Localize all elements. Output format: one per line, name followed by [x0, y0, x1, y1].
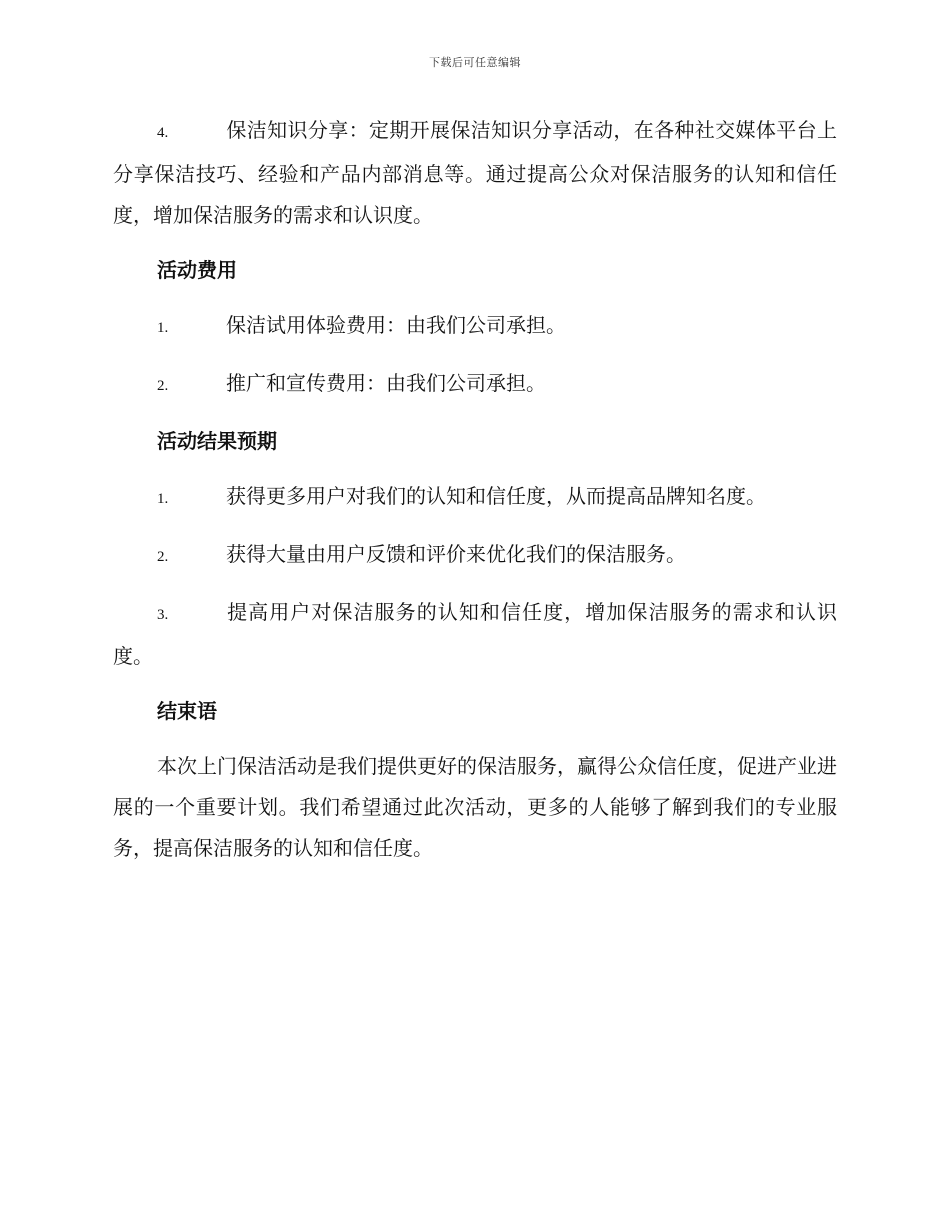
- list-number: 1.: [157, 491, 169, 507]
- list-number: 2.: [157, 378, 169, 394]
- list-item-text: 推广和宣传费用：由我们公司承担。: [226, 371, 546, 395]
- list-item: [113, 534, 837, 578]
- list-number: 1.: [157, 320, 169, 336]
- list-item-text: 获得大量由用户反馈和评价来优化我们的保洁服务。: [226, 542, 686, 566]
- list-number: 3.: [157, 607, 169, 623]
- list-item: [113, 476, 837, 520]
- list-item-text: 保洁试用体验费用：由我们公司承担。: [226, 313, 566, 337]
- section-heading-results: 活动结果预期: [157, 429, 277, 453]
- list-number: 4.: [157, 125, 169, 141]
- list-number: 2.: [157, 549, 169, 565]
- conclusion-paragraph: 本次上门保洁活动是我们提供更好的保洁服务，赢得公众信任度，促进产业进展的一个重要计划。我们希望通过此次活动，更多的人能够了解到我们的专业服务，提高保洁服务的认知和信任度。: [113, 754, 837, 860]
- list-item-knowledge-sharing: [113, 110, 837, 236]
- list-item: [113, 305, 837, 349]
- list-item-text: 保洁知识分享：定期开展保洁知识分享活动，在各种社交媒体平台上分享保洁技巧、经验和产品内部消息等。通过提高公众对保洁服务的认知和信任度，增加保洁服务的需求和认识度。: [113, 118, 837, 227]
- list-item-text: 提高用户对保洁服务的认知和信任度，增加保洁服务的需求和认识度。: [113, 600, 837, 668]
- section-heading-conclusion: 结束语: [157, 699, 217, 723]
- list-item-text: 获得更多用户对我们的认知和信任度，从而提高品牌知名度。: [226, 484, 766, 508]
- header-note: 下载后可任意编辑: [429, 56, 521, 69]
- list-item: [113, 592, 837, 677]
- document-body: [113, 110, 837, 883]
- list-item: [113, 363, 837, 407]
- section-heading-cost: 活动费用: [157, 258, 237, 282]
